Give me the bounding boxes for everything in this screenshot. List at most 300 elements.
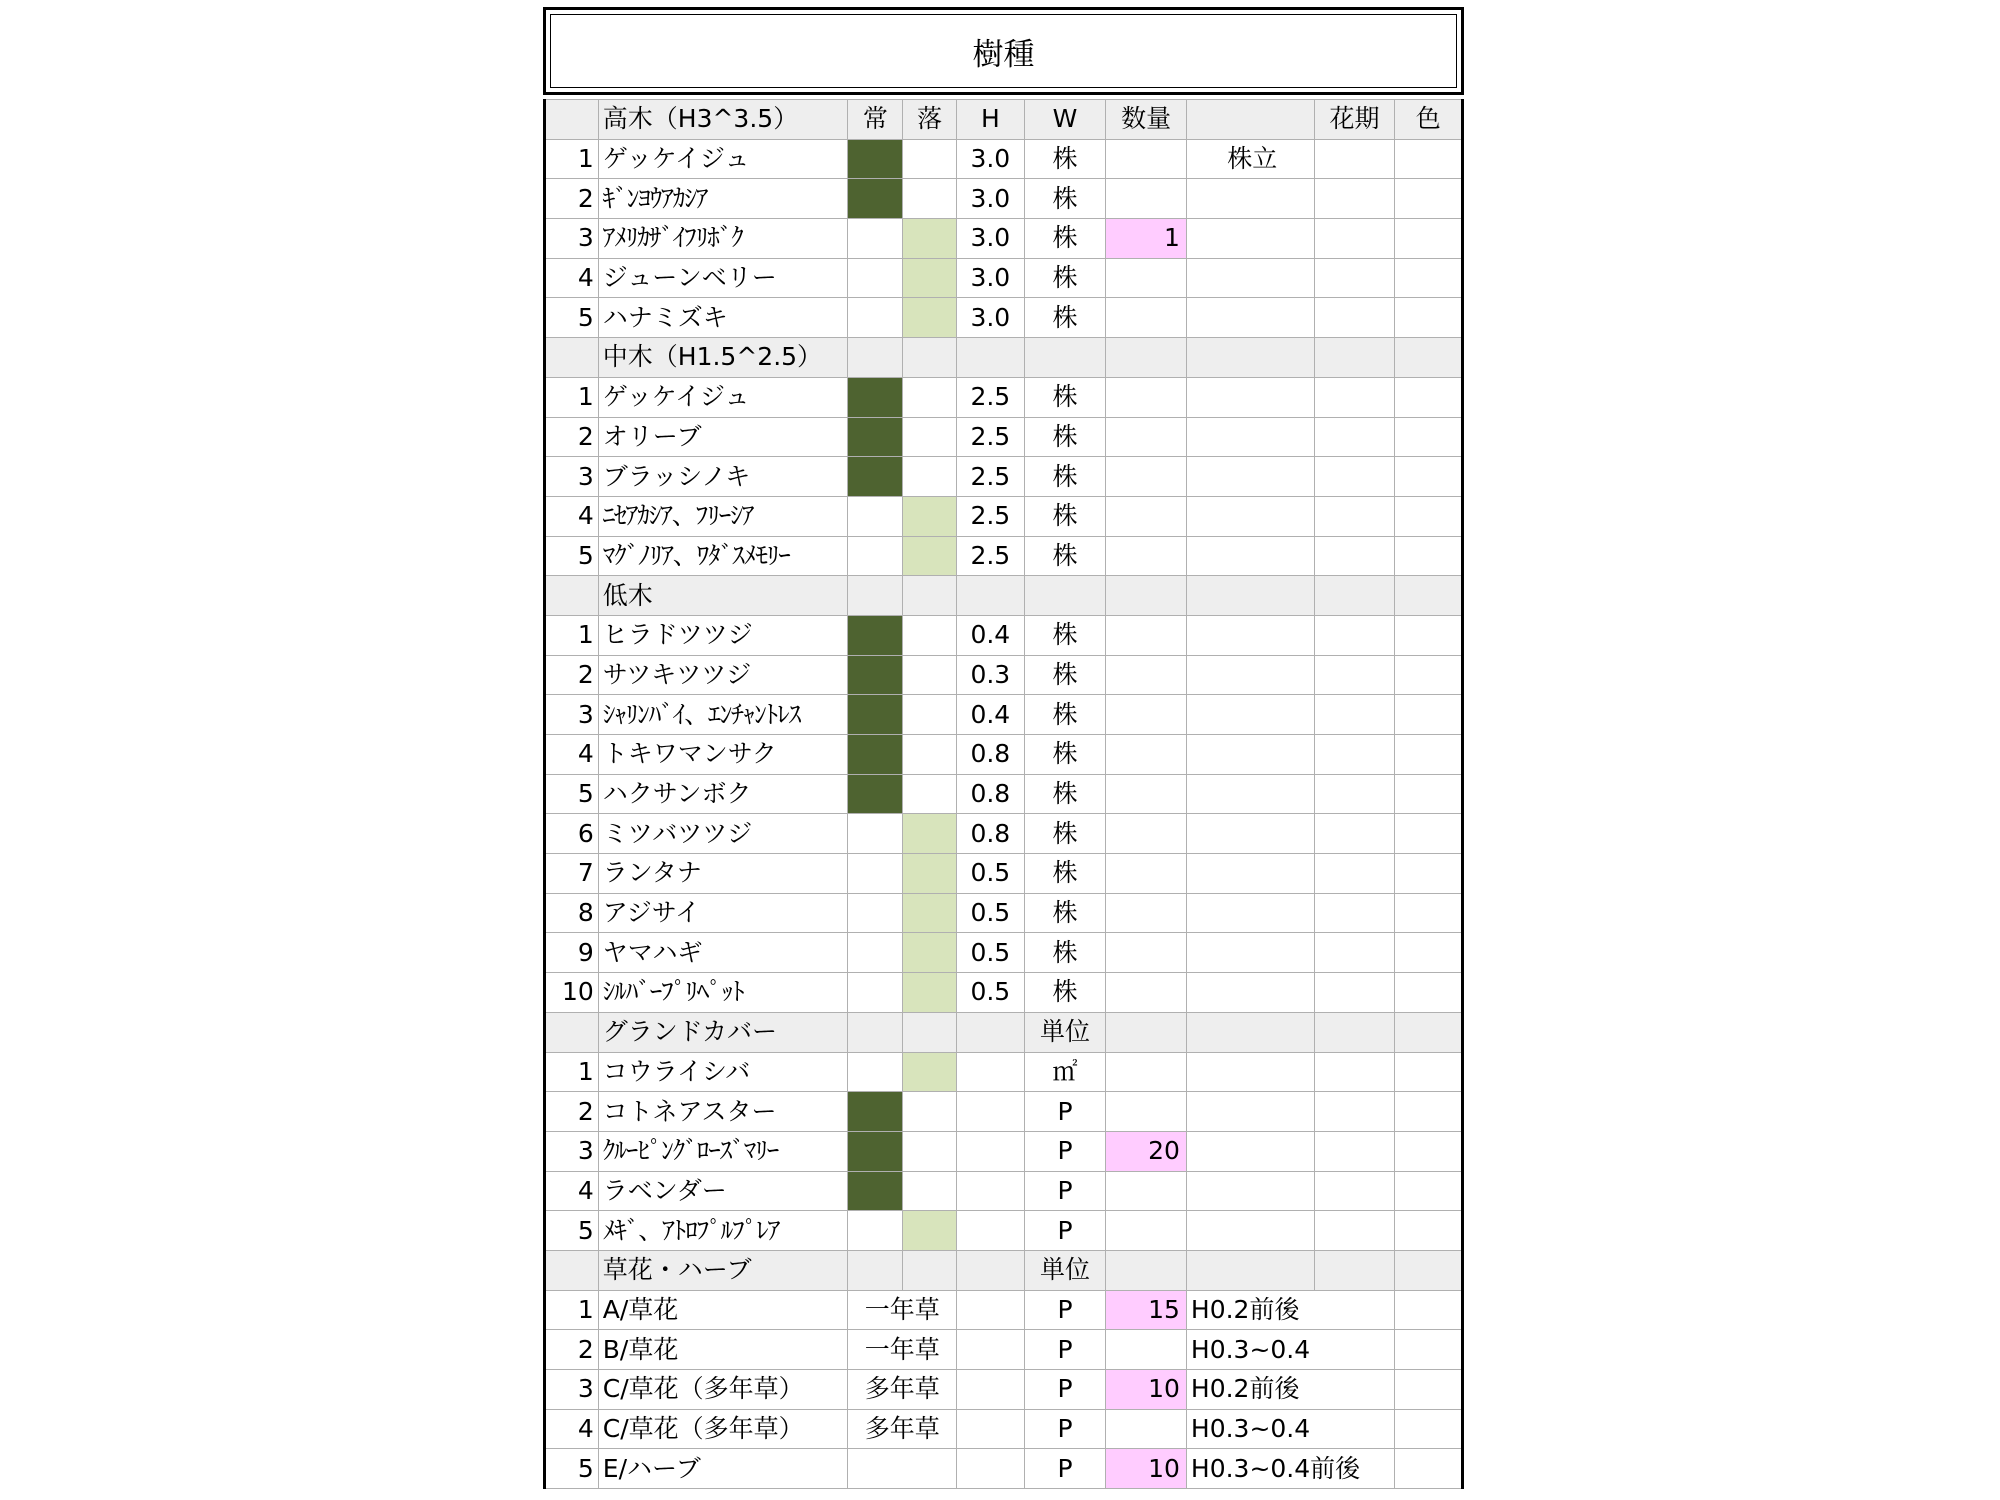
plant-name: ハクサンボク xyxy=(598,774,848,814)
plant-name: アジサイ xyxy=(598,893,848,933)
bloom-cell xyxy=(1314,1012,1395,1052)
unit-header xyxy=(1024,338,1106,378)
quantity-cell xyxy=(1106,457,1187,497)
plant-name: ﾒｷﾞ、ｱﾄﾛﾌﾟﾙﾌﾟﾚｱ xyxy=(598,1211,848,1251)
table-row xyxy=(545,814,1463,854)
quantity-cell xyxy=(1106,298,1187,338)
height-cell: 0.4 xyxy=(957,615,1025,655)
table-row xyxy=(545,219,1463,259)
row-number xyxy=(545,576,599,616)
table-row xyxy=(545,1409,1463,1449)
bloom-cell xyxy=(1314,258,1395,298)
evergreen-cell xyxy=(848,139,903,179)
evergreen-cell xyxy=(848,536,903,576)
unit-cell: 株 xyxy=(1024,298,1106,338)
note-cell xyxy=(1186,774,1314,814)
unit-cell: 株 xyxy=(1024,735,1106,775)
height-cell: 3.0 xyxy=(957,179,1025,219)
deciduous-cell xyxy=(903,695,957,735)
row-number: 2 xyxy=(545,417,599,457)
quantity-cell xyxy=(1106,496,1187,536)
note-cell xyxy=(1186,417,1314,457)
color-cell xyxy=(1395,1052,1463,1092)
row-number: 4 xyxy=(545,496,599,536)
quantity-cell xyxy=(1106,1330,1187,1370)
row-number: 2 xyxy=(545,179,599,219)
section-mid-trees xyxy=(545,338,1463,378)
height-cell: 0.5 xyxy=(957,854,1025,894)
quantity-cell xyxy=(1106,814,1187,854)
table-row xyxy=(545,615,1463,655)
quantity-cell xyxy=(1106,1012,1187,1052)
note-cell: H0.3~0.4前後 xyxy=(1186,1449,1395,1489)
row-number: 10 xyxy=(545,973,599,1013)
row-number: 4 xyxy=(545,258,599,298)
height-cell: 3.0 xyxy=(957,219,1025,259)
unit-cell: P xyxy=(1024,1449,1106,1489)
row-number xyxy=(545,1012,599,1052)
table-row xyxy=(545,1171,1463,1211)
unit-cell: 株 xyxy=(1024,854,1106,894)
sheet-title: 樹種 xyxy=(550,14,1457,88)
row-number: 3 xyxy=(545,695,599,735)
table-row xyxy=(545,1330,1463,1370)
note-cell xyxy=(1186,1131,1314,1171)
unit-cell: 株 xyxy=(1024,893,1106,933)
plant-name: ｼｬﾘﾝﾊﾞｲ、ｴﾝﾁｬﾝﾄﾚｽ xyxy=(598,695,848,735)
height-cell: 3.0 xyxy=(957,139,1025,179)
plant-name: C/草花（多年草） xyxy=(598,1370,848,1410)
color-cell xyxy=(1395,496,1463,536)
color-cell xyxy=(1395,774,1463,814)
quantity-cell xyxy=(1106,774,1187,814)
section-label: 中木（H1.5^2.5） xyxy=(598,338,848,378)
header-deciduous: 落 xyxy=(903,100,957,140)
spreadsheet xyxy=(543,7,1464,1500)
bloom-cell xyxy=(1314,615,1395,655)
unit-cell: P xyxy=(1024,1370,1106,1410)
quantity-cell xyxy=(1106,655,1187,695)
color-cell xyxy=(1395,536,1463,576)
quantity-cell xyxy=(1106,893,1187,933)
bloom-cell xyxy=(1314,655,1395,695)
plant-name: ミツバツツジ xyxy=(598,814,848,854)
evergreen-cell xyxy=(848,338,903,378)
plant-name: ブラッシノキ xyxy=(598,457,848,497)
row-number: 2 xyxy=(545,655,599,695)
plant-name: オリーブ xyxy=(598,417,848,457)
unit-cell: 株 xyxy=(1024,655,1106,695)
deciduous-cell xyxy=(903,417,957,457)
row-number: 2 xyxy=(545,1330,599,1370)
plant-name: ｸﾙｰﾋﾟﾝｸﾞﾛｰｽﾞﾏﾘｰ xyxy=(598,1131,848,1171)
plant-kind: 多年草 xyxy=(848,1370,957,1410)
row-number: 1 xyxy=(545,1290,599,1330)
unit-cell: 株 xyxy=(1024,814,1106,854)
deciduous-cell xyxy=(903,219,957,259)
height-cell xyxy=(957,1409,1025,1449)
color-cell xyxy=(1395,735,1463,775)
deciduous-cell xyxy=(903,258,957,298)
bloom-cell xyxy=(1314,457,1395,497)
quantity-cell: 20 xyxy=(1106,1131,1187,1171)
deciduous-cell xyxy=(903,774,957,814)
table-row xyxy=(545,774,1463,814)
height-cell: 3.0 xyxy=(957,258,1025,298)
color-cell xyxy=(1395,933,1463,973)
deciduous-cell xyxy=(903,1131,957,1171)
color-cell xyxy=(1395,219,1463,259)
row-number: 3 xyxy=(545,457,599,497)
evergreen-cell xyxy=(848,774,903,814)
quantity-cell xyxy=(1106,854,1187,894)
quantity-cell xyxy=(1106,615,1187,655)
evergreen-cell xyxy=(848,1171,903,1211)
evergreen-cell xyxy=(848,695,903,735)
note-cell xyxy=(1186,298,1314,338)
height-cell: 0.3 xyxy=(957,655,1025,695)
height-cell xyxy=(957,1290,1025,1330)
note-cell xyxy=(1186,457,1314,497)
unit-cell: P xyxy=(1024,1171,1106,1211)
height-cell: 0.5 xyxy=(957,893,1025,933)
unit-cell: 株 xyxy=(1024,973,1106,1013)
unit-cell: 株 xyxy=(1024,179,1106,219)
plant-name: トキワマンサク xyxy=(598,735,848,775)
evergreen-cell xyxy=(848,1092,903,1132)
quantity-cell xyxy=(1106,536,1187,576)
bloom-cell xyxy=(1314,377,1395,417)
evergreen-cell xyxy=(848,417,903,457)
unit-cell: P xyxy=(1024,1409,1106,1449)
evergreen-cell xyxy=(848,735,903,775)
table-row xyxy=(545,973,1463,1013)
note-cell xyxy=(1186,496,1314,536)
plant-table xyxy=(543,99,1464,1489)
deciduous-cell xyxy=(903,338,957,378)
quantity-cell xyxy=(1106,973,1187,1013)
evergreen-cell xyxy=(848,1211,903,1251)
section-ground-cover xyxy=(545,1012,1463,1052)
header-quantity: 数量 xyxy=(1106,100,1187,140)
table-row xyxy=(545,655,1463,695)
row-number: 7 xyxy=(545,854,599,894)
unit-cell: 株 xyxy=(1024,536,1106,576)
height-cell: 0.8 xyxy=(957,735,1025,775)
unit-cell: P xyxy=(1024,1290,1106,1330)
title-box xyxy=(543,7,1464,95)
plant-name: サツキツツジ xyxy=(598,655,848,695)
note-cell xyxy=(1186,219,1314,259)
plant-name: ｷﾞﾝﾖｳｱｶｼｱ xyxy=(598,179,848,219)
header-width: W xyxy=(1024,100,1106,140)
bloom-cell xyxy=(1314,298,1395,338)
color-cell xyxy=(1395,1092,1463,1132)
bloom-cell xyxy=(1314,1171,1395,1211)
note-cell: H0.3~0.4 xyxy=(1186,1409,1395,1449)
note-cell xyxy=(1186,735,1314,775)
quantity-cell: 10 xyxy=(1106,1449,1187,1489)
unit-cell: 株 xyxy=(1024,933,1106,973)
height-cell xyxy=(957,1052,1025,1092)
table-row xyxy=(545,695,1463,735)
evergreen-cell xyxy=(848,258,903,298)
table-row xyxy=(545,139,1463,179)
table-row xyxy=(545,536,1463,576)
unit-cell: 株 xyxy=(1024,377,1106,417)
row-number: 1 xyxy=(545,377,599,417)
note-cell xyxy=(1186,338,1314,378)
deciduous-cell xyxy=(903,854,957,894)
bloom-cell xyxy=(1314,219,1395,259)
header-bloom: 花期 xyxy=(1314,100,1395,140)
table-row xyxy=(545,1211,1463,1251)
note-cell xyxy=(1186,695,1314,735)
note-cell xyxy=(1186,179,1314,219)
quantity-cell xyxy=(1106,735,1187,775)
note-cell xyxy=(1186,973,1314,1013)
header-note xyxy=(1186,100,1314,140)
bloom-cell xyxy=(1314,854,1395,894)
height-cell: 0.5 xyxy=(957,933,1025,973)
section-label: 低木 xyxy=(598,576,848,616)
unit-cell: 株 xyxy=(1024,457,1106,497)
color-cell xyxy=(1395,1012,1463,1052)
header-no xyxy=(545,100,599,140)
deciduous-cell xyxy=(903,1092,957,1132)
evergreen-cell xyxy=(848,219,903,259)
deciduous-cell xyxy=(903,973,957,1013)
deciduous-cell xyxy=(903,1012,957,1052)
color-cell xyxy=(1395,1409,1463,1449)
table-row xyxy=(545,417,1463,457)
section-low-trees xyxy=(545,576,1463,616)
color-cell xyxy=(1395,1290,1463,1330)
evergreen-cell xyxy=(848,655,903,695)
note-cell xyxy=(1186,615,1314,655)
deciduous-cell xyxy=(903,814,957,854)
bloom-cell xyxy=(1314,536,1395,576)
row-number: 9 xyxy=(545,933,599,973)
header-height: H xyxy=(957,100,1025,140)
note-cell xyxy=(1186,1012,1314,1052)
color-cell xyxy=(1395,1449,1463,1489)
quantity-cell xyxy=(1106,258,1187,298)
color-cell xyxy=(1395,457,1463,497)
table-row xyxy=(545,1092,1463,1132)
plant-name: ﾆｾｱｶｼｱ、ﾌﾘｰｼｱ xyxy=(598,496,848,536)
quantity-cell xyxy=(1106,933,1187,973)
quantity-cell xyxy=(1106,338,1187,378)
color-cell xyxy=(1395,1370,1463,1410)
deciduous-cell xyxy=(903,457,957,497)
row-number: 8 xyxy=(545,893,599,933)
height-cell xyxy=(957,1012,1025,1052)
note-cell xyxy=(1186,377,1314,417)
bloom-cell xyxy=(1314,1250,1395,1290)
note-cell xyxy=(1186,854,1314,894)
bloom-cell xyxy=(1314,973,1395,1013)
header-tall-trees: 高木（H3^3.5） xyxy=(598,100,848,140)
evergreen-cell xyxy=(848,973,903,1013)
plant-name: A/草花 xyxy=(598,1290,848,1330)
evergreen-cell xyxy=(848,1052,903,1092)
table-row xyxy=(545,854,1463,894)
evergreen-cell xyxy=(848,179,903,219)
row-number: 5 xyxy=(545,774,599,814)
unit-header: 単位 xyxy=(1024,1012,1106,1052)
note-cell xyxy=(1186,1171,1314,1211)
header-evergreen: 常 xyxy=(848,100,903,140)
quantity-cell xyxy=(1106,417,1187,457)
unit-cell: 株 xyxy=(1024,615,1106,655)
plant-name: ジューンベリー xyxy=(598,258,848,298)
table-row xyxy=(545,1052,1463,1092)
header-color: 色 xyxy=(1395,100,1463,140)
evergreen-cell xyxy=(848,298,903,338)
table-row xyxy=(545,258,1463,298)
bloom-cell xyxy=(1314,139,1395,179)
plant-name: ヤマハギ xyxy=(598,933,848,973)
note-cell: 株立 xyxy=(1186,139,1314,179)
header-row xyxy=(545,100,1463,140)
color-cell xyxy=(1395,655,1463,695)
note-cell xyxy=(1186,655,1314,695)
table-row xyxy=(545,1449,1463,1489)
quantity-cell: 10 xyxy=(1106,1370,1187,1410)
quantity-cell xyxy=(1106,1092,1187,1132)
deciduous-cell xyxy=(903,1211,957,1251)
note-cell xyxy=(1186,933,1314,973)
quantity-cell xyxy=(1106,1211,1187,1251)
evergreen-cell xyxy=(848,576,903,616)
plant-name: E/ハーブ xyxy=(598,1449,848,1489)
height-cell xyxy=(957,1330,1025,1370)
deciduous-cell xyxy=(903,893,957,933)
row-number xyxy=(545,338,599,378)
height-cell: 2.5 xyxy=(957,377,1025,417)
plant-kind xyxy=(848,1449,957,1489)
quantity-cell xyxy=(1106,377,1187,417)
row-number: 5 xyxy=(545,1449,599,1489)
deciduous-cell xyxy=(903,576,957,616)
note-cell xyxy=(1186,814,1314,854)
unit-header xyxy=(1024,576,1106,616)
table-row xyxy=(545,1131,1463,1171)
height-cell xyxy=(957,1092,1025,1132)
color-cell xyxy=(1395,1211,1463,1251)
color-cell xyxy=(1395,1131,1463,1171)
row-number: 5 xyxy=(545,1211,599,1251)
section-label: グランドカバー xyxy=(598,1012,848,1052)
note-cell: H0.3~0.4 xyxy=(1186,1330,1395,1370)
color-cell xyxy=(1395,814,1463,854)
plant-kind: 一年草 xyxy=(848,1290,957,1330)
deciduous-cell xyxy=(903,536,957,576)
evergreen-cell xyxy=(848,893,903,933)
note-cell xyxy=(1186,1211,1314,1251)
height-cell xyxy=(957,576,1025,616)
height-cell xyxy=(957,338,1025,378)
table-row xyxy=(545,496,1463,536)
height-cell: 2.5 xyxy=(957,496,1025,536)
color-cell xyxy=(1395,338,1463,378)
section-label: 草花・ハーブ xyxy=(598,1250,848,1290)
unit-cell: 株 xyxy=(1024,774,1106,814)
deciduous-cell xyxy=(903,1250,957,1290)
plant-name: ハナミズキ xyxy=(598,298,848,338)
row-number: 3 xyxy=(545,1131,599,1171)
bloom-cell xyxy=(1314,933,1395,973)
bloom-cell xyxy=(1314,774,1395,814)
bloom-cell xyxy=(1314,893,1395,933)
row-number: 5 xyxy=(545,298,599,338)
evergreen-cell xyxy=(848,1012,903,1052)
color-cell xyxy=(1395,139,1463,179)
deciduous-cell xyxy=(903,933,957,973)
color-cell xyxy=(1395,1171,1463,1211)
plant-name: ラベンダー xyxy=(598,1171,848,1211)
height-cell: 0.8 xyxy=(957,814,1025,854)
unit-cell: 株 xyxy=(1024,417,1106,457)
bloom-cell xyxy=(1314,1211,1395,1251)
plant-name: ｼﾙﾊﾞｰﾌﾟﾘﾍﾟｯﾄ xyxy=(598,973,848,1013)
deciduous-cell xyxy=(903,179,957,219)
table-row xyxy=(545,298,1463,338)
quantity-cell: 1 xyxy=(1106,219,1187,259)
plant-name: ｱﾒﾘｶｻﾞｲﾌﾘﾎﾞｸ xyxy=(598,219,848,259)
height-cell: 0.8 xyxy=(957,774,1025,814)
color-cell xyxy=(1395,695,1463,735)
evergreen-cell xyxy=(848,1131,903,1171)
unit-cell: P xyxy=(1024,1211,1106,1251)
unit-cell: P xyxy=(1024,1330,1106,1370)
deciduous-cell xyxy=(903,298,957,338)
bloom-cell xyxy=(1314,496,1395,536)
evergreen-cell xyxy=(848,854,903,894)
plant-name: C/草花（多年草） xyxy=(598,1409,848,1449)
bloom-cell xyxy=(1314,1092,1395,1132)
bloom-cell xyxy=(1314,338,1395,378)
deciduous-cell xyxy=(903,735,957,775)
note-cell xyxy=(1186,1052,1314,1092)
row-number: 3 xyxy=(545,1370,599,1410)
unit-cell: 株 xyxy=(1024,695,1106,735)
note-cell xyxy=(1186,576,1314,616)
deciduous-cell xyxy=(903,139,957,179)
height-cell: 0.5 xyxy=(957,973,1025,1013)
row-number: 4 xyxy=(545,735,599,775)
quantity-cell xyxy=(1106,1171,1187,1211)
color-cell xyxy=(1395,854,1463,894)
note-cell: H0.2前後 xyxy=(1186,1370,1395,1410)
evergreen-cell xyxy=(848,933,903,973)
deciduous-cell xyxy=(903,377,957,417)
row-number: 2 xyxy=(545,1092,599,1132)
bloom-cell xyxy=(1314,814,1395,854)
table-row xyxy=(545,1370,1463,1410)
quantity-cell xyxy=(1106,576,1187,616)
row-number: 6 xyxy=(545,814,599,854)
color-cell xyxy=(1395,615,1463,655)
height-cell xyxy=(957,1250,1025,1290)
plant-name: ﾏｸﾞﾉﾘｱ、ﾜﾀﾞｽﾒﾓﾘｰ xyxy=(598,536,848,576)
unit-cell: 株 xyxy=(1024,139,1106,179)
color-cell xyxy=(1395,179,1463,219)
plant-name: ゲッケイジュ xyxy=(598,377,848,417)
note-cell xyxy=(1186,893,1314,933)
color-cell xyxy=(1395,1330,1463,1370)
